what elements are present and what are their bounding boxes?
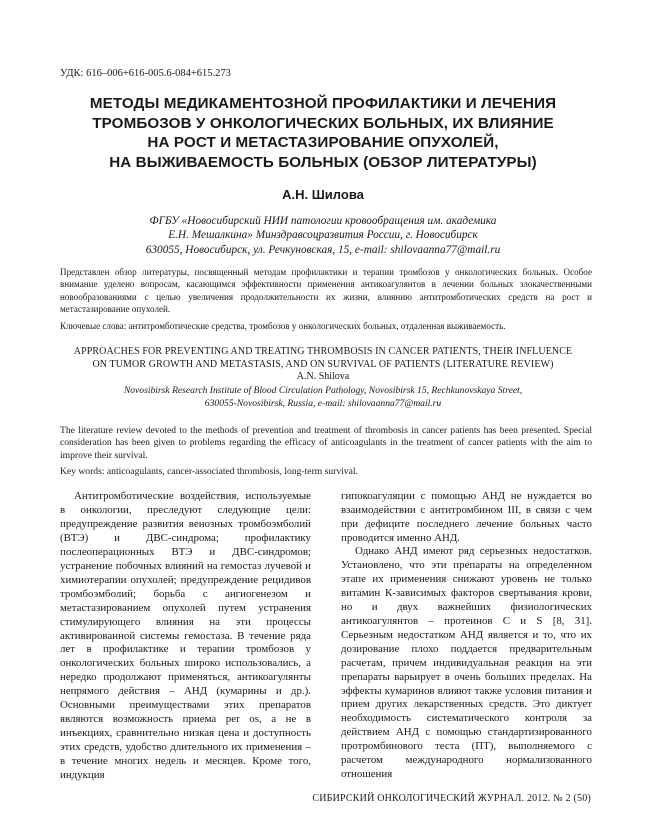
english-title-line: APPROACHES FOR PREVENTING AND TREATING THROMBOSIS IN CANCER PATIENTS, THEIR INFLUENCE [73, 346, 573, 357]
author-name: А.Н. Шилова [282, 187, 364, 202]
keywords-ru: Ключевые слова: антитромботические средства, тромбозов у онкологических больных, отдаленная выживаемость. [60, 321, 506, 331]
body-column-right-paragraph-1: гипокоагуляции с помощью АНД не нуждается во взаимодействии с антитромбином III, в связи с чем при дефиците последнего лечение больных часто проводится именно АНД. [341, 490, 592, 544]
affiliation-line: Е.Н. Мешалкина» Минздравсоцразвития России, г. Новосибирск [168, 229, 478, 242]
english-author: A.N. Shilova [296, 371, 350, 382]
author-affiliation [40, 214, 606, 257]
title-line: МЕТОДЫ МЕДИКАМЕНТОЗНОЙ ПРОФИЛАКТИКИ И ЛЕЧЕНИЯ [89, 95, 557, 112]
english-title [40, 346, 606, 371]
udk-code: УДК: 616–006+616-005.6-084+615.273 [60, 68, 231, 79]
affiliation-line: 630055, Новосибирск, ул. Речкуновская, 15, e-mail: shilovaanna77@mail.ru [145, 243, 501, 256]
english-affiliation-line: Novosibirsk Research Institute of Blood Circulation Pathology, Novosibirsk 15, Rechkunovskaya Street, [123, 385, 523, 396]
article-title [40, 94, 606, 172]
english-affiliation [40, 385, 606, 410]
affiliation-line: ФГБУ «Новосибирский НИИ патологии кровообращения им. академика [149, 215, 497, 227]
title-line: НА РОСТ И МЕТАСТАЗИРОВАНИЕ ОПУХОЛЕЙ, [147, 134, 499, 152]
title-line: НА ВЫЖИВАЕМОСТЬ БОЛЬНЫХ (ОБЗОР ЛИТЕРАТУРЫ) [109, 153, 537, 171]
abstract-en: The literature review devoted to the methods of prevention and treatment of thrombosis in cancer patients has been presented. Special consideration has been given to problems regarding the efficacy of anticoagulants in the treatment of cancer patients with the aim to improve their survival. [60, 425, 592, 461]
keywords-en: Key words: anticoagulants, cancer-associated thrombosis, long-term survival. [60, 466, 358, 477]
journal-footer: СИБИРСКИЙ ОНКОЛОГИЧЕСКИЙ ЖУРНАЛ. 2012. № 2 (50) [312, 793, 591, 804]
body-column-right-paragraph-2: Однако АНД имеют ряд серьезных недостатков. Установлено, что эти препараты на определенном этапе их применения снижают уровень не только витамин К-зависимых факторов свертывания крови, но и двух важнейших физиологических антикоагулянтов – протеинов С и S [8, 31]. Серьезным недостатком АНД является и то, что их дозирование плохо поддается предварительным расчетам, причем индивидуальная реакция на эти препараты варьирует в очень больших пределах. На эффекты кумаринов влияют также условия питания и прием других лекарственных средств. Это диктует необходимость систематического контроля за действием АНД с помощью стандартизированного протромбинового теста (ПТ), выполняемого с расчетом международного нормализованного отношения [341, 545, 592, 781]
english-title-line: ON TUMOR GROWTH AND METASTASIS, AND ON SURVIVAL OF PATIENTS (LITERATURE REVIEW) [92, 358, 554, 370]
body-column-left: Антитромботические воздействия, используемые в онкологии, преследуют следующие цели: предупреждение развития венозных тромбоэмболий (ВТЭ) и ДВС-синдрома; профилактику послеоперационных ВТЭ и ДВС-синдромов; устранение побочных влияний на гемостаз лучевой и химиотерапии опухолей; предупреждение рецидивов тромбоэмболий; борьба с ангиогенезом и метастазированием опухолей путем устранения стимулирующего влияния на эти процессы активированной системы гемостаза. В течение ряда лет в профилактике и терапии тромбозов у онкологических больных широко использовались, а нередко продолжают применяться, антикоагулянты непрямого действия – АНД (кумарины и др.). Основными преимуществами этих препаратов являются возможность приема per os, а не в инъекциях, сравнительно низкая цена и доступность этих средств, удобство длительного их применения – в течение многих недель и месяцев. Кроме того, индукция [60, 490, 311, 782]
english-affiliation-line: 630055-Novosibirsk, Russia, e-mail: shilovaanna77@mail.ru [204, 397, 442, 409]
abstract-ru: Представлен обзор литературы, посвященный методам профилактики и терапии тромбозов у онкологических больных. Особое внимание уделено вопросам, касающимся эффективности применения антикоагулянтов в лечении больных злокачественными новообразованиями с целью увеличения продолжительности их жизни, влиянию антитромботических средств на рост и метастазирование опухолей. [60, 267, 592, 314]
title-line: ТРОМБОЗОВ У ОНКОЛОГИЧЕСКИХ БОЛЬНЫХ, ИХ ВЛИЯНИЕ [92, 114, 554, 132]
